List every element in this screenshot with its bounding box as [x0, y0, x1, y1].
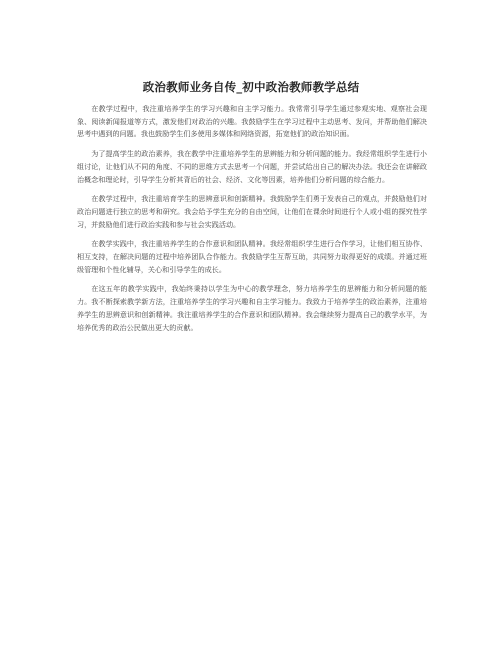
paragraph-2: 为了提高学生的政治素养，我在教学中注重培养学生的思辨能力和分析问题的能力。我经常组织学生进行小组讨论，让他们从不同的角度、不同的思维方式去思考一个问题，并尝试给出自己的解决办法。我还会在讲解政治概念和理论时，引导学生分析其背后的社会、经济、文化等因素，培养他们分析问题的综合能力。 — [77, 149, 427, 184]
paragraph-3: 在教学过程中，我注重培育学生的思辨意识和创新精神。我鼓励学生们勇于发表自己的观点，并鼓励他们对政治问题进行独立的思考和研究。我会给予学生充分的自由空间，让他们在课余时间进行个人或小组的探究性学习，并鼓励他们进行政治实践和参与社会实践活动。 — [77, 194, 427, 229]
document-body — [77, 103, 427, 341]
paragraph-4: 在教学实践中，我注重培养学生的合作意识和团队精神。我经常组织学生进行合作学习，让他们相互协作、相互支持，在解决问题的过程中培养团队合作能力。我鼓励学生互帮互助，共同努力取得更好的成绩。并通过班级管理和个性化辅导，关心和引导学生的成长。 — [77, 239, 427, 274]
paragraph-1: 在教学过程中，我注重培养学生的学习兴趣和自主学习能力。我常常引导学生通过参观实地、观察社会现象、阅读新闻报道等方式，激发他们对政治的兴趣。我鼓励学生在学习过程中主动思考、发问，并帮助他们解决思考中遇到的问题。我也鼓励学生们多使用多媒体和网络资源，拓宽他们的政治知识面。 — [77, 104, 427, 139]
paragraph-5: 在这五年的教学实践中，我始终秉持以学生为中心的教学理念，努力培养学生的思辨能力和分析问题的能力。我不断探索教学新方法，注重培养学生的学习兴趣和自主学习能力。我致力于培养学生的政治素养，注重培养学生的思辨意识和创新精神。我注重培养学生的合作意识和团队精神。我会继续努力提高自己的教学水平，为培养优秀的政治公民做出更大的贡献。 — [77, 284, 427, 332]
document-title: 政治教师业务自传_初中政治教师教学总结 — [142, 80, 360, 94]
